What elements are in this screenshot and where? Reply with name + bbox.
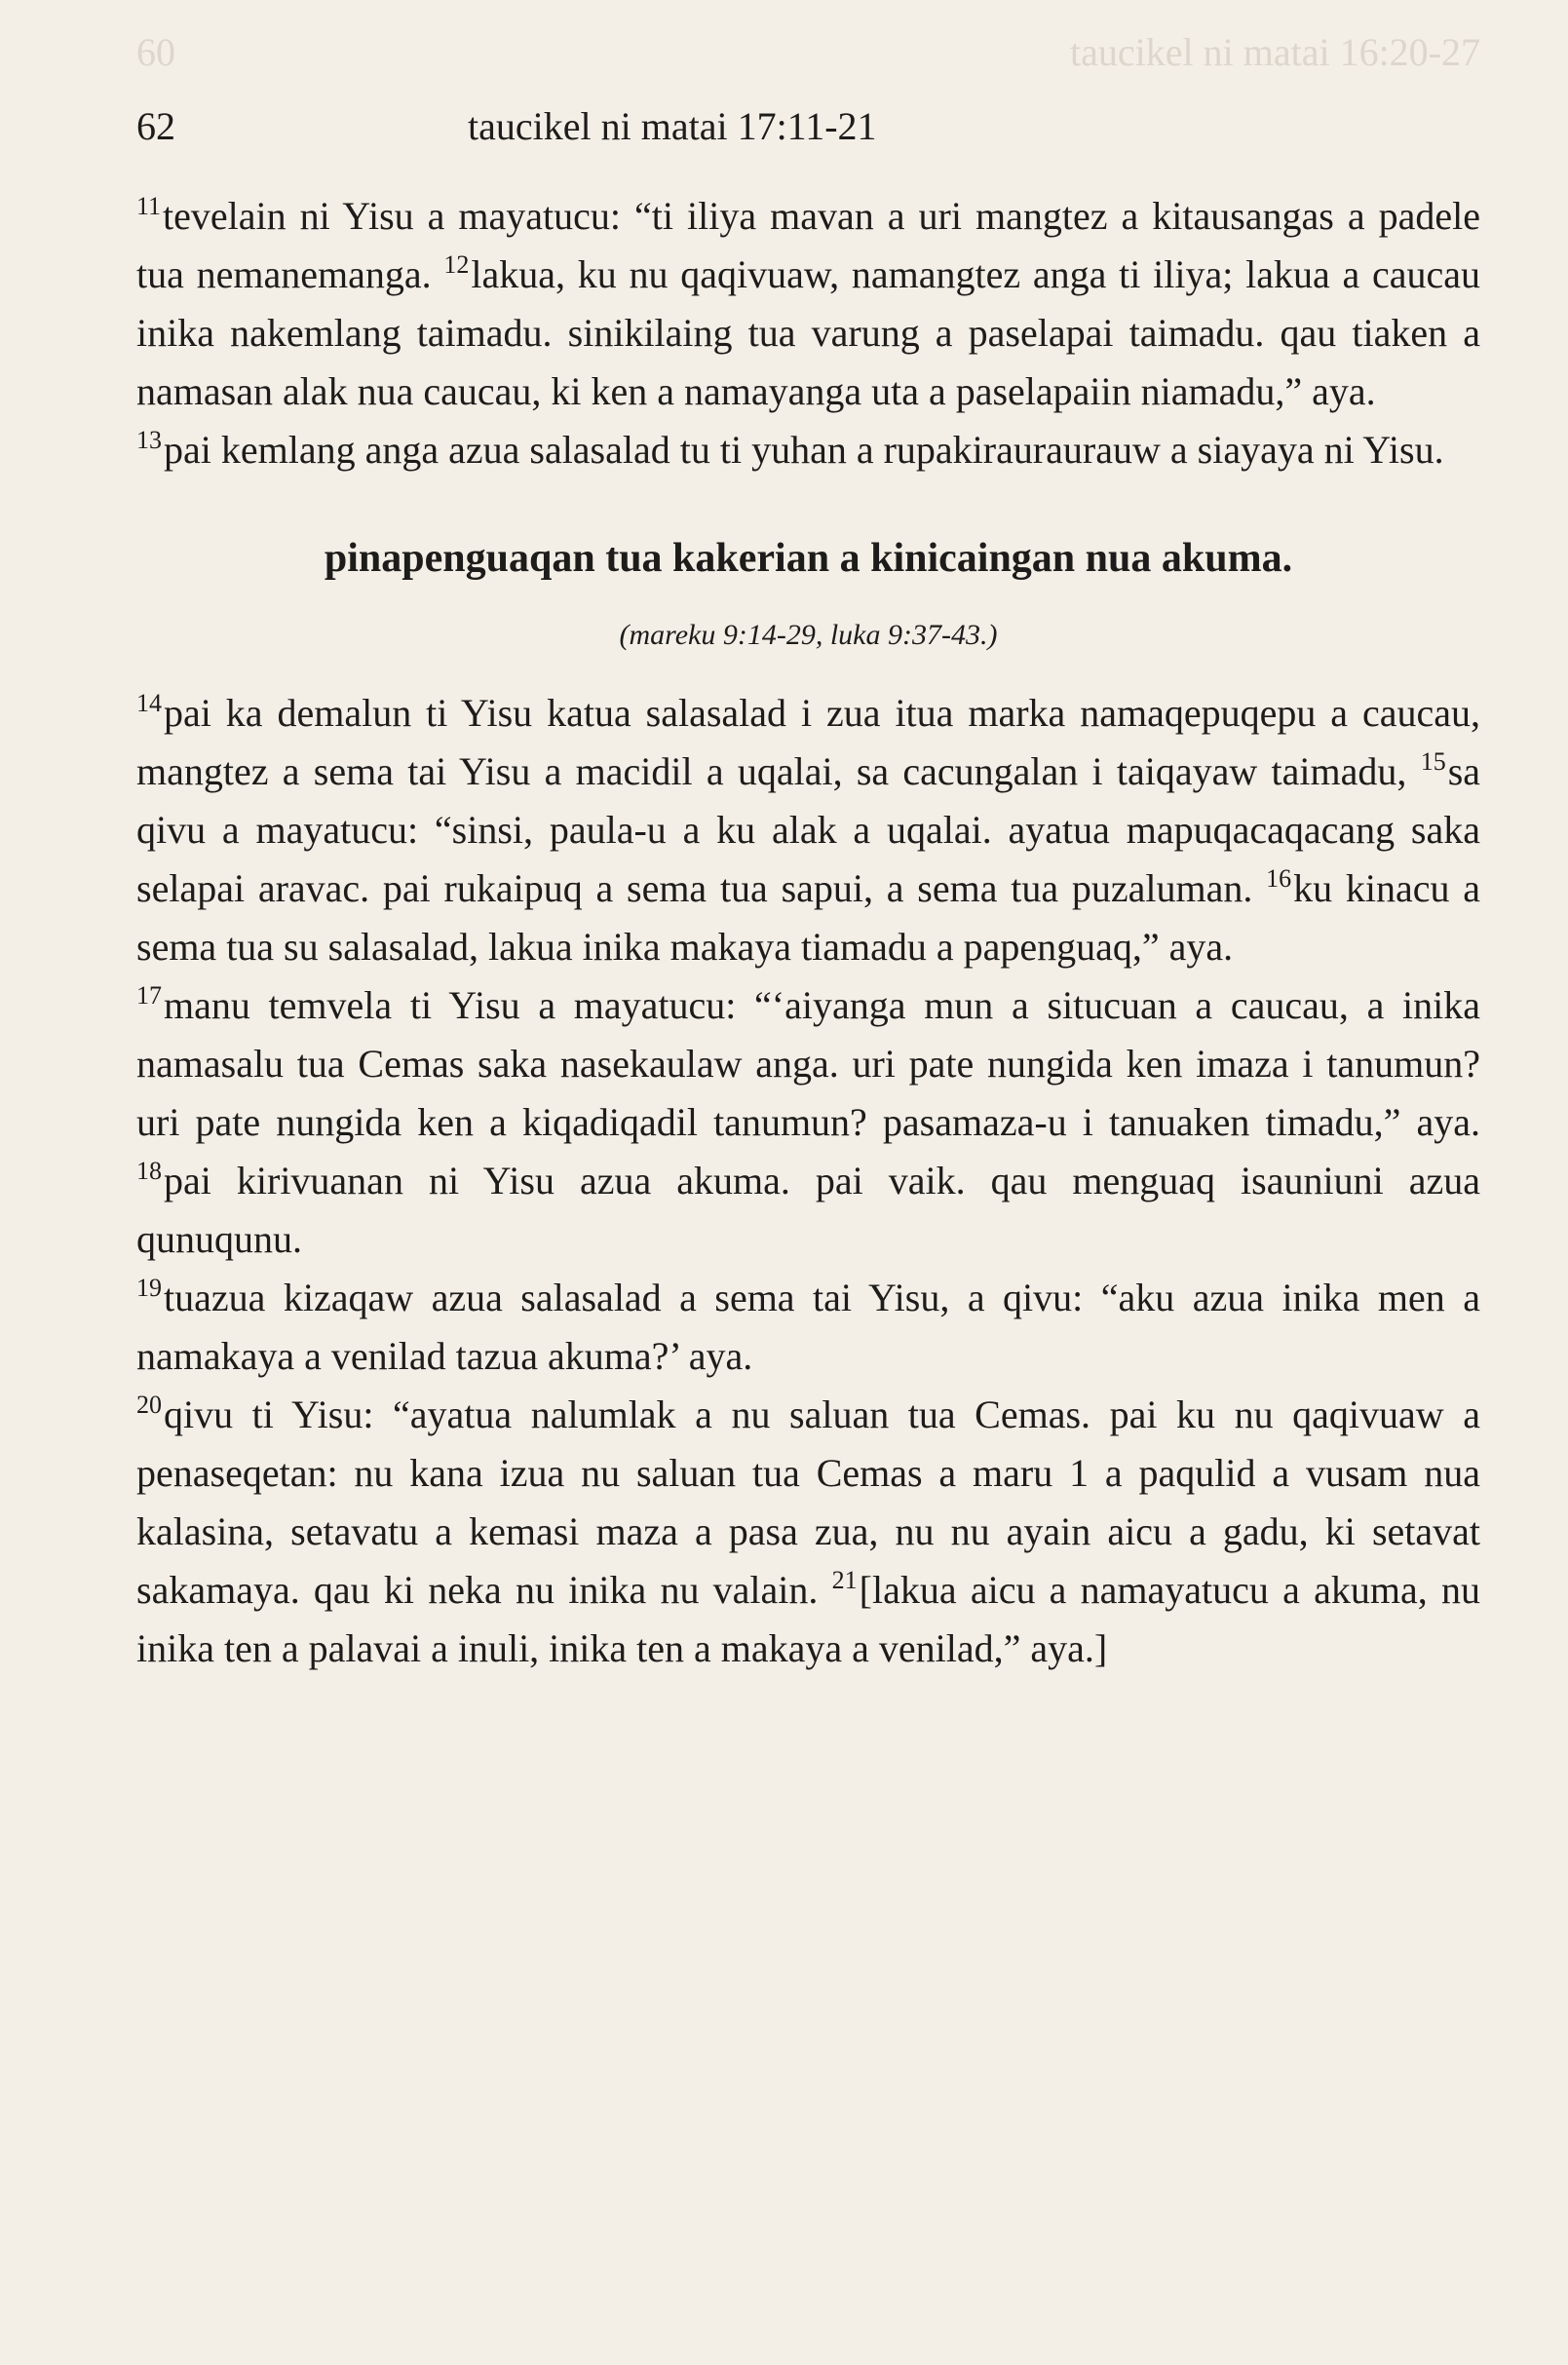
passage-verse-19 [136,1269,1480,1386]
page-bottom-space [136,1678,1480,1697]
ghost-running-title: taucikel ni matai 16:20-27 [1070,30,1480,74]
verse-text: pai ka demalun ti Yisu katua salasalad i zua itua marka namaqepuqepu a caucau, mangtez a sema tai Yisu a macidil a uqalai, sa cacungalan i taiqayaw taimadu, [136,691,1480,793]
verse-text: [lakua aicu a namayatucu a akuma, nu inika ten a palavai a inuli, inika ten a makaya a venilad,” aya.] [136,1568,1480,1670]
verse-number: 12 [443,250,470,279]
running-title [468,104,1480,148]
verse-text: ku kinacu a sema tua su salasalad, lakua inika makaya tiamadu a papenguaq,” aya. [136,866,1481,969]
book-title: taucikel ni matai [468,104,728,148]
verse-number: 21 [831,1566,858,1594]
verse-text: qivu ti Yisu: “ayatua nalumlak a nu saluan tua Cemas. pai ku nu qaqivuaw a penaseqetan: nu kana izua nu saluan tua Cemas a maru 1 a paqulid a vusam nua kalasina, setavatu a kemasi maza a pasa zua, nu nu ayain aicu a gadu, ki setavat sakamaya. qau ki neka nu inika nu valain. [136,1392,1480,1612]
verse-number: 15 [1420,747,1446,776]
cross-reference: (mareku 9:14-29, luka 9:37-43.) [619,619,998,651]
verse-text: manu temvela ti Yisu a mayatucu: “‘aiyanga mun a situcuan a caucau, a inika namasalu tua Cemas saka nasekaulaw anga. uri pate nungida ken imaza i tanumun? uri pate nungida ken a kiqadiqadil tanumun? pasamaza-u i tanuaken timadu,” aya. [136,983,1480,1144]
verse-number: 13 [136,426,162,454]
verse-number: 11 [136,192,162,220]
passage-verses-14-16 [136,684,1480,976]
verse-text: pai kemlang anga azua salasalad tu ti yuhan a rupakirauraurauw a siayaya ni Yisu. [164,428,1444,472]
verse-text: sa qivu a mayatucu: “sinsi, paula-u a ku alak a uqalai. ayatua mapuqacaqacang saka selapai aravac. pai rukaipuq a sema tua sapui, a sema tua puzaluman. [136,749,1481,910]
page-number: 62 [136,104,175,148]
verse-text: lakua, ku nu qaqivuaw, namangtez anga ti iliya; lakua a caucau inika nakemlang taimadu. sinikilaing tua varung a paselapai taimadu. qau tiaken a namasan alak nua caucau, ki ken a namayanga uta a paselapaiin niamadu,” aya. [136,252,1481,413]
passage-verse-13 [136,421,1480,479]
verse-number: 20 [136,1391,162,1419]
chapter-range: 17:11-21 [737,104,877,148]
section-heading: pinapenguaqan tua kakerian a kinicaingan nua akuma. [324,536,1293,581]
verse-text: pai kirivuanan ni Yisu azua akuma. pai vaik. qau menguaq isauniuni azua qunuqunu. [136,1159,1480,1261]
passage-verses-17-18 [136,976,1480,1269]
verse-text: tuazua kizaqaw azua salasalad a sema tai Yisu, a qivu: “aku azua inika men a namakaya a venilad tazua akuma?’ aya. [136,1276,1480,1378]
verse-number: 18 [136,1157,162,1185]
passage-verses-11-12 [136,187,1480,421]
verse-text: tevelain ni Yisu a mayatucu: “ti iliya mavan a uri mangtez a kitausangas a padele tua nemanemanga. [136,194,1480,296]
verse-number: 19 [136,1274,162,1302]
verse-number: 17 [136,981,162,1010]
verse-number: 16 [1266,864,1292,893]
passage-verses-20-21 [136,1386,1480,1678]
verse-number: 14 [136,689,162,717]
page-header [136,0,1480,146]
ghost-page-number: 60 [136,30,175,74]
